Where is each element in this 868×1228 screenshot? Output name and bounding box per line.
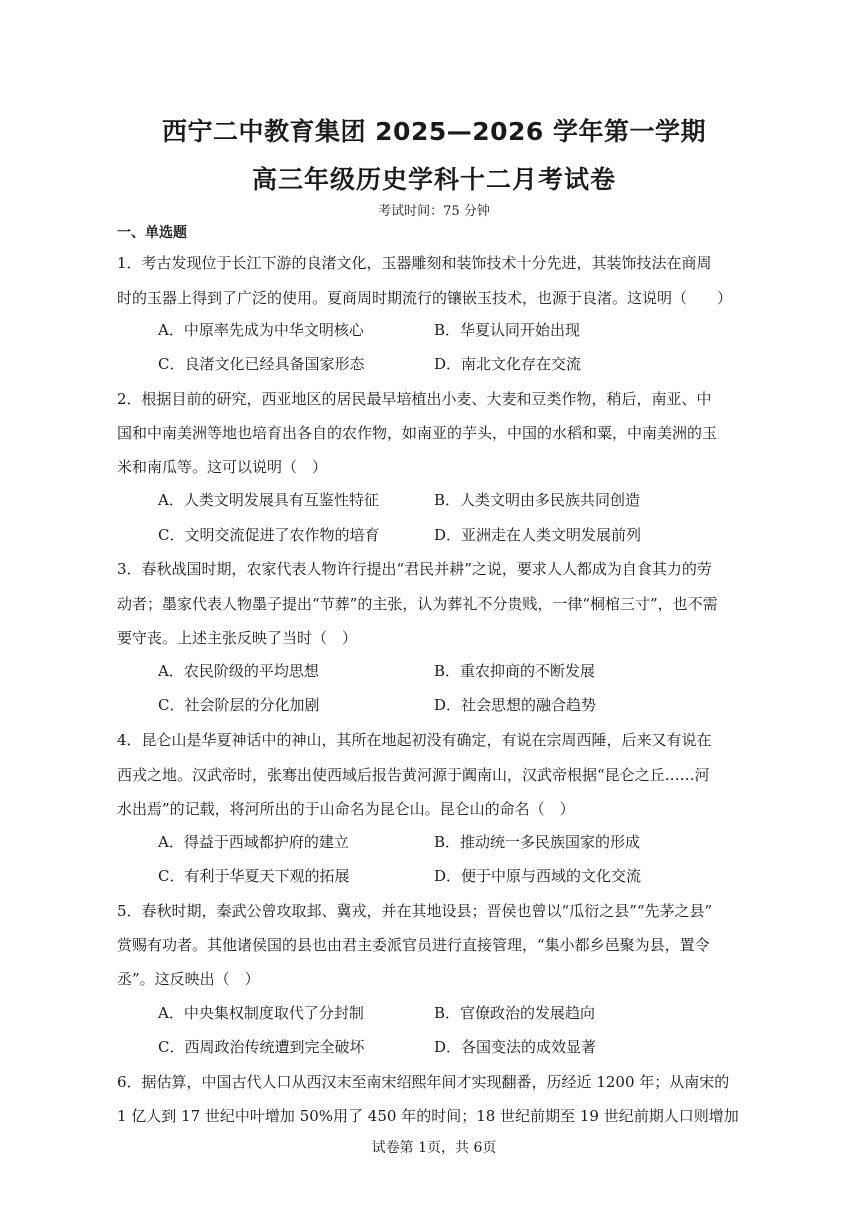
question-1-line-1: 1．考古发现位于长江下游的良渚文化，玉器雕刻和装饰技术十分先进，其装饰技法在商周 [117,254,712,272]
question-3-line-3: 要守丧。上述主张反映了当时（ ） [117,629,358,647]
question-4-option-b: B．推动统一多民族国家的形成 [434,833,641,851]
question-5-option-c: C．西周政治传统遭到完全破坏 [158,1038,365,1056]
question-2-line-1: 2．根据目前的研究，西亚地区的居民最早培植出小麦、大麦和豆类作物，稍后，南亚、中 [117,390,712,408]
question-4-option-a: A．得益于西域都护府的建立 [158,833,349,851]
question-5-line-2: 赏赐有功者。其他诸侯国的县也由君主委派官员进行直接管理，“集小都乡邑聚为县，置令 [117,936,710,954]
question-1-option-a: A．中原率先成为中华文明核心 [158,321,364,339]
question-4-option-c: C．有利于华夏天下观的拓展 [158,867,350,885]
question-2-option-c: C．文明交流促进了农作物的培育 [158,526,380,544]
question-5-line-3: 丞”。这反映出（ ） [117,970,260,988]
question-3-option-b: B．重农抑商的不断发展 [434,662,596,680]
question-4-line-3: 水出焉”的记载，将河所出的于山命名为昆仑山。昆仑山的命名（ ） [117,800,575,818]
question-6-line-1: 6．据估算，中国古代人口从西汉末至南宋绍熙年间才实现翻番，历经近 1200 年；从南宋的 [117,1073,730,1091]
question-5-option-b: B．官僚政治的发展趋向 [434,1004,596,1022]
question-2-option-b: B．人类文明由多民族共同创造 [434,491,641,509]
section-heading: 一、单选题 [117,225,187,241]
question-2-option-d: D．亚洲走在人类文明发展前列 [434,526,642,544]
question-3-line-1: 3．春秋战国时期，农家代表人物许行提出“君民并耕”之说，要求人人都成为自食其力的劳 [117,560,712,578]
question-5-option-d: D．各国变法的成效显著 [434,1038,597,1056]
question-2-option-a: A．人类文明发展具有互鉴性特征 [158,491,379,509]
question-2-line-3: 米和南瓜等。这可以说明（ ） [117,458,328,476]
question-5-option-a: A．中央集权制度取代了分封制 [158,1004,364,1022]
exam-title-line2: 高三年级历史学科十二月考试卷 [251,165,616,194]
question-3-option-c: C．社会阶层的分化加剧 [158,696,320,714]
question-3-option-a: A．农民阶级的平均思想 [158,662,319,680]
question-2-line-2: 国和中南美洲等地也培育出各自的农作物，如南亚的芋头，中国的水稻和粟，中南美洲的玉 [117,424,718,442]
exam-time: 考试时间：75 分钟 [378,204,490,219]
question-3-line-2: 动者；墨家代表人物墨子提出“节葬”的主张，认为葬礼不分贵贱，一律“桐棺三寸”，也不需 [117,595,718,613]
page-footer: 试卷第 1页，共 6页 [371,1140,497,1156]
question-1-option-b: B．华夏认同开始出现 [434,321,581,339]
question-1-option-d: D．南北文化存在交流 [434,355,582,373]
question-3-option-d: D．社会思想的融合趋势 [434,696,597,714]
question-1-option-c: C．良渚文化已经具备国家形态 [158,355,365,373]
question-4-line-2: 西戎之地。汉武帝时，张骞出使西域后报告黄河源于阗南山，汉武帝根据“昆仑之丘……河 [117,766,710,784]
question-4-line-1: 4．昆仑山是华夏神话中的神山，其所在地起初没有确定，有说在宗周西陲，后来又有说在 [117,731,712,749]
question-4-option-d: D．便于中原与西域的文化交流 [434,867,642,885]
exam-title-line1: 西宁二中教育集团 2025—2026 学年第一学期 [161,117,707,146]
question-5-line-1: 5．春秋时期，秦武公曾攻取邽、冀戎，并在其地设县；晋侯也曾以“瓜衍之县”“先茅之县” [117,902,713,920]
question-6-line-2: 1 亿人到 17 世纪中叶增加 50%用了 450 年的时间；18 世纪前期至 19 世纪前期人口则增加 [117,1107,739,1125]
question-1-line-2: 时的玉器上得到了广泛的使用。夏商周时期流行的镶嵌玉技术，也源于良渚。这说明（ ） [117,289,733,307]
